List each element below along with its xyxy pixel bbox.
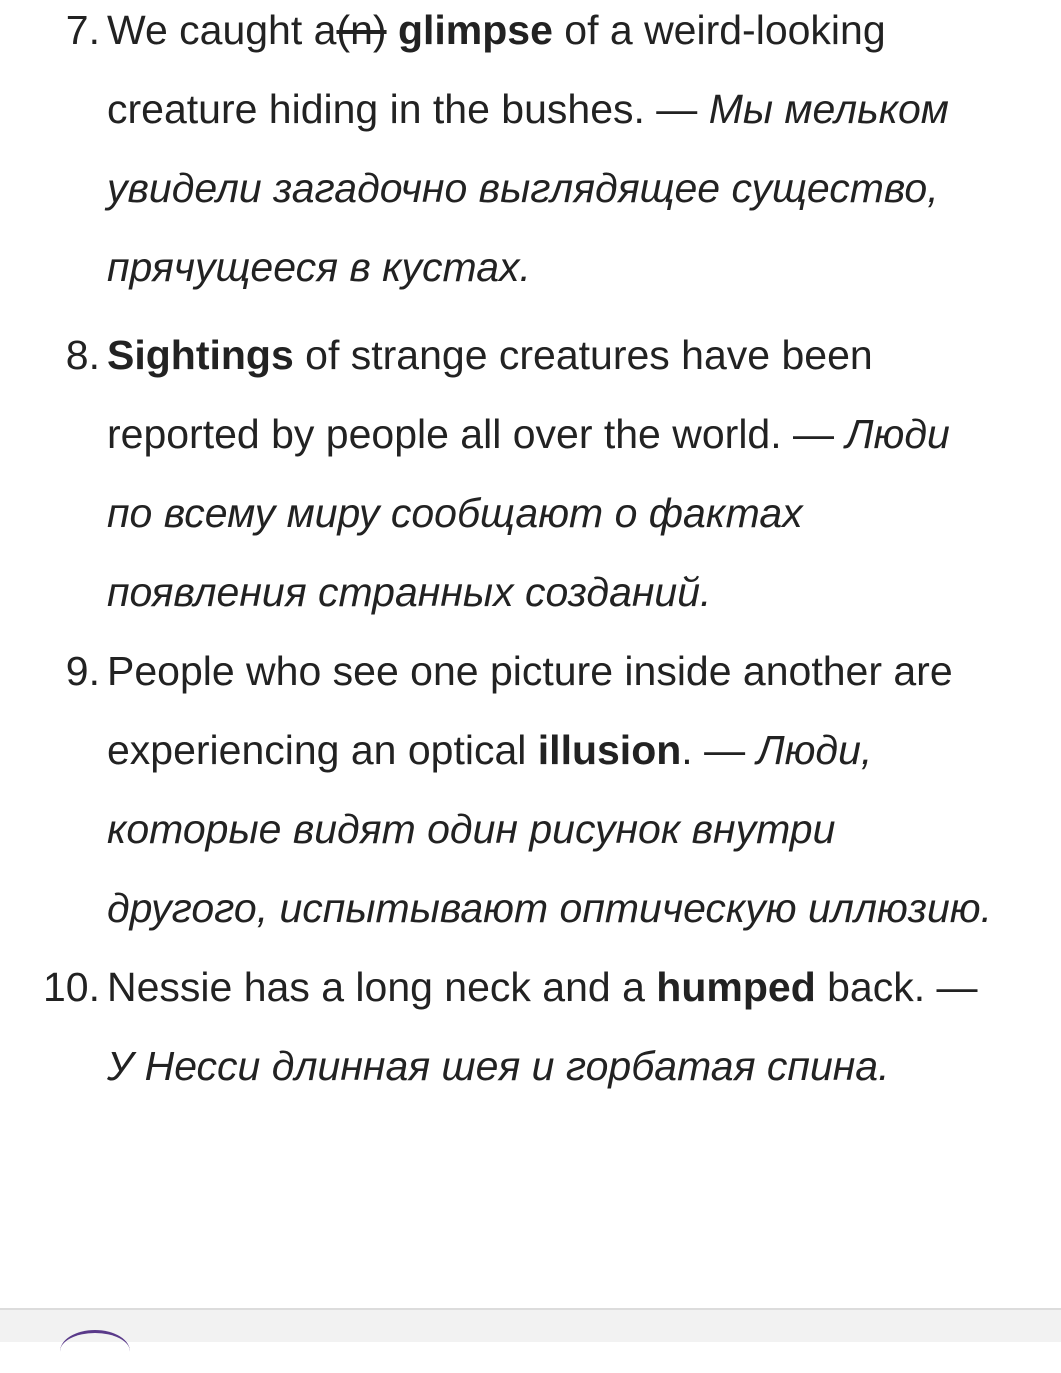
sentence-text: . — xyxy=(681,727,757,773)
struck-article: (n) xyxy=(336,7,387,53)
keyword: illusion xyxy=(537,727,682,773)
item-number: 7. xyxy=(65,7,100,53)
item-number: 8. xyxy=(65,332,100,378)
item-number: 9. xyxy=(65,648,100,694)
sentence-text: back. — xyxy=(815,964,978,1010)
keyword: humped xyxy=(656,964,816,1010)
keyword: glimpse xyxy=(397,7,553,53)
item-number: 10. xyxy=(43,964,100,1010)
list-item xyxy=(0,0,1061,307)
sentence-text: Nessie has a long neck and a xyxy=(107,964,657,1010)
sentence-text: People who see one picture inside another are experiencing an optical xyxy=(107,648,953,773)
sentence-text: of strange creatures have been reported by people all over the world. — xyxy=(107,332,873,457)
list-item xyxy=(0,948,1061,1106)
sentence-text: of a weird-looking creature hiding in the bushes. — xyxy=(107,7,886,132)
list-item xyxy=(0,632,1061,948)
keyword: Sightings xyxy=(107,332,294,378)
bottom-bar xyxy=(0,1308,1061,1342)
translation: У Несси длинная шея и горбатая спина. xyxy=(107,1043,890,1089)
translation: Люди, которые видят один рисунок внутри другого, испытывают оптическую иллюзию. xyxy=(107,727,992,931)
list-item xyxy=(0,316,1061,632)
sentence-text: We caught a xyxy=(107,7,337,53)
avatar[interactable] xyxy=(60,1330,130,1373)
translation: Мы мельком увидели загадочно выглядящее существо, прячущееся в кустах. xyxy=(107,86,949,290)
translation: Люди по всему миру сообщают о фактах появления странных созданий. xyxy=(107,411,950,615)
